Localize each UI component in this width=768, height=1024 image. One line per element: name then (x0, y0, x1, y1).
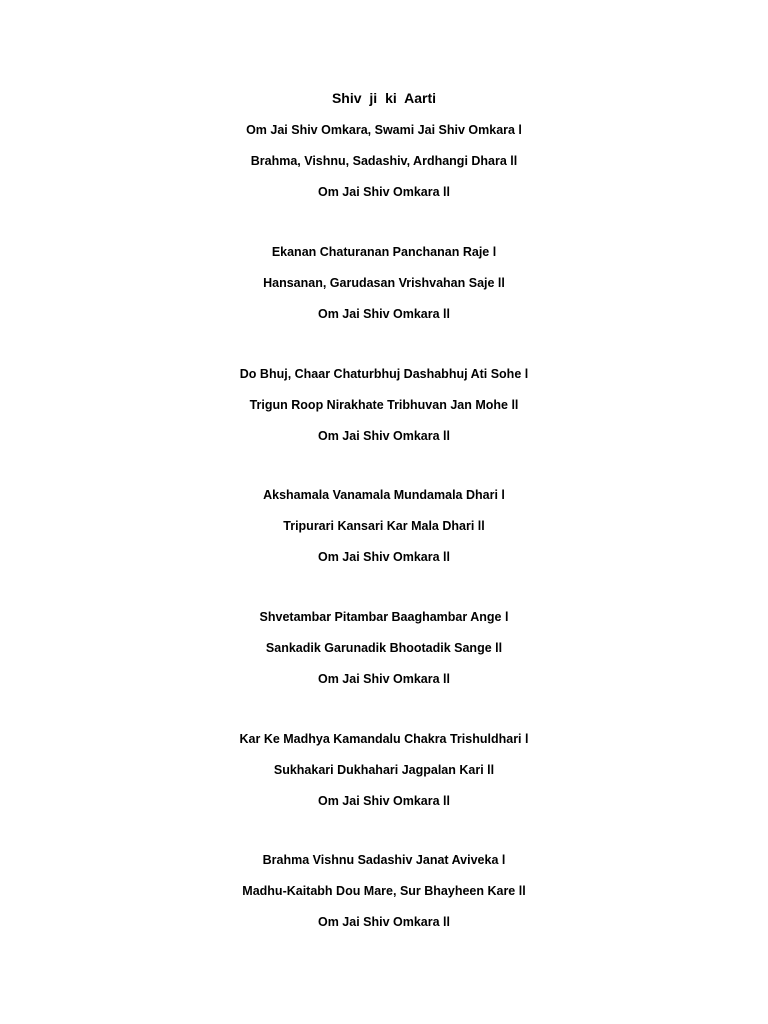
refrain-line: Om Jai Shiv Omkara ll (317, 672, 450, 686)
verse-line: Shvetambar Pitambar Baaghambar Ange l (259, 610, 509, 624)
verse-line: Sukhakari Dukhahari Jagpalan Kari ll (273, 763, 495, 777)
refrain-line: Om Jai Shiv Omkara ll (317, 185, 450, 199)
verse-line: Sankadik Garunadik Bhootadik Sange ll (265, 641, 503, 655)
verse-line: Hansanan, Garudasan Vrishvahan Saje ll (263, 276, 505, 290)
stanza-5 (0, 608, 768, 701)
stanza-4 (0, 486, 768, 579)
page-title: Shiv ji ki Aarti (331, 90, 437, 106)
refrain-line: Om Jai Shiv Omkara ll (317, 429, 450, 443)
verse-line: Kar Ke Madhya Kamandalu Chakra Trishuldhari l (239, 732, 529, 746)
verse-line: Brahma, Vishnu, Sadashiv, Ardhangi Dhara ll (250, 154, 518, 168)
refrain-line: Om Jai Shiv Omkara ll (317, 915, 450, 929)
stanza-1 (0, 121, 768, 214)
verse-line: Akshamala Vanamala Mundamala Dhari l (263, 488, 505, 502)
verse-line: Brahma Vishnu Sadashiv Janat Aviveka l (262, 853, 506, 867)
verse-line: Trigun Roop Nirakhate Tribhuvan Jan Mohe ll (249, 398, 519, 412)
refrain-line: Om Jai Shiv Omkara ll (317, 794, 450, 808)
verse-line: Om Jai Shiv Omkara, Swami Jai Shiv Omkara l (246, 123, 522, 137)
refrain-line: Om Jai Shiv Omkara ll (317, 307, 450, 321)
verse-line: Ekanan Chaturanan Panchanan Raje l (271, 245, 497, 259)
stanza-2 (0, 243, 768, 336)
verse-line: Do Bhuj, Chaar Chaturbhuj Dashabhuj Ati Sohe l (239, 367, 529, 381)
stanza-7 (0, 851, 768, 944)
verse-line: Tripurari Kansari Kar Mala Dhari ll (283, 519, 485, 533)
verse-line: Madhu-Kaitabh Dou Mare, Sur Bhayheen Kare ll (242, 884, 526, 898)
stanza-6 (0, 730, 768, 823)
stanza-3 (0, 365, 768, 458)
refrain-line: Om Jai Shiv Omkara ll (317, 550, 450, 564)
